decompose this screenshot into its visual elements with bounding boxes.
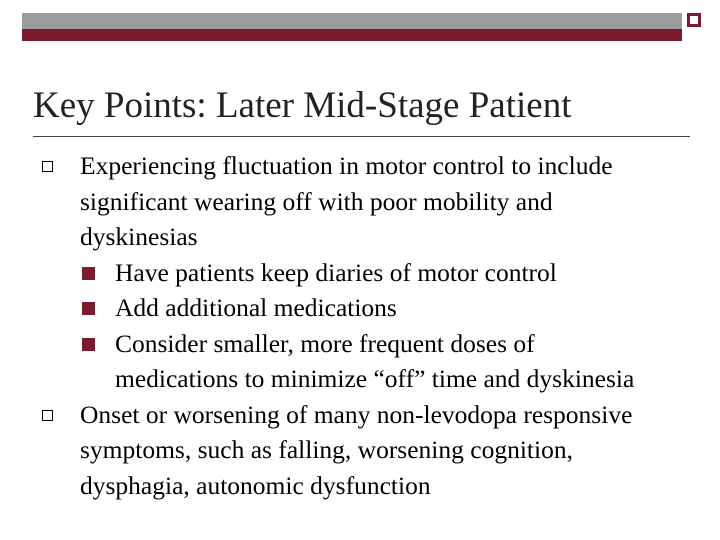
bullet-item xyxy=(0,397,660,504)
bullet-item xyxy=(0,148,660,255)
sub-bullet-item xyxy=(0,290,660,326)
hollow-square-bullet-icon xyxy=(42,161,53,172)
sub-bullet-text: Consider smaller, more frequent doses of medications to minimize “off” time and dyskinesia xyxy=(115,328,635,393)
top-decor-bar-red xyxy=(22,29,682,41)
top-decor-bar-gray xyxy=(22,13,682,29)
sub-bullet-item xyxy=(0,326,660,397)
sub-bullet-text: Add additional medications xyxy=(115,293,397,322)
slide-title: Key Points: Later Mid-Stage Patient xyxy=(33,85,572,126)
filled-square-bullet-icon xyxy=(82,302,95,315)
title-divider xyxy=(33,136,690,137)
filled-square-bullet-icon xyxy=(82,267,95,280)
bullet-text: Experiencing fluctuation in motor control to include significant wearing off with poor mobility and dyskinesias xyxy=(80,151,613,251)
bullet-text: Onset or worsening of many non-levodopa responsive symptoms, such as falling, worsening cognition, dysphagia, autonomic dysfunction xyxy=(80,399,633,500)
sub-bullet-text: Have patients keep diaries of motor control xyxy=(115,257,557,287)
hollow-square-bullet-icon xyxy=(42,410,53,421)
filled-square-bullet-icon xyxy=(82,338,95,351)
corner-decor-square xyxy=(687,13,701,27)
slide-body xyxy=(0,148,720,503)
sub-bullet-item xyxy=(0,255,660,291)
